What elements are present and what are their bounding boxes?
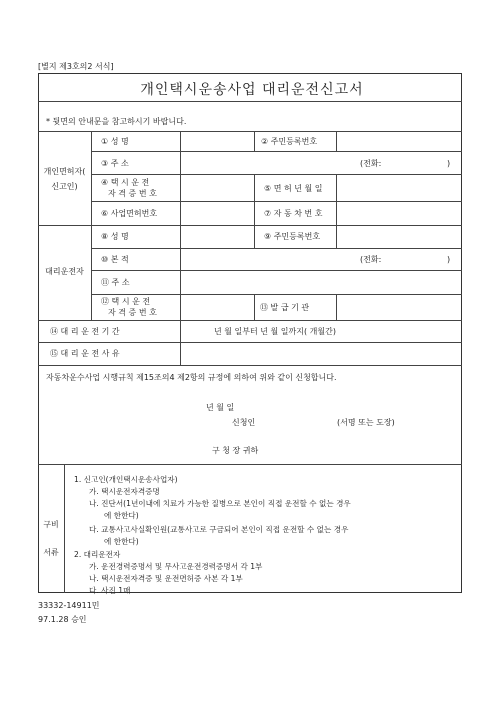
applicant-phone-close: ): [447, 159, 451, 168]
driver-license-label: ⑫ 택 시 운 전: [101, 297, 151, 306]
declaration-date[interactable]: 년 월 일: [206, 403, 235, 412]
applicant-carno-field[interactable]: [337, 202, 461, 224]
driver-issuer-field[interactable]: [337, 295, 461, 319]
list-item: 에 한한다): [104, 511, 139, 520]
documents-label: 구비: [43, 520, 59, 529]
driver-rrn-label: ⑨ 주민등록번호: [264, 232, 321, 241]
applicant-bizno-label: ⑥ 사업면허번호: [101, 209, 158, 218]
driver-phone-label: (전화:: [360, 255, 382, 264]
period-label: ⑭ 대 리 운 전 기 간: [50, 327, 120, 336]
documents-label: 서류: [43, 548, 59, 557]
applicant-name-label: ① 성 명: [101, 137, 129, 146]
declaration-sign[interactable]: (서명 또는 도장): [337, 418, 395, 427]
driver-rrn-field[interactable]: [337, 226, 461, 247]
form-reference: [별지 제3호의2 서식]: [38, 62, 114, 71]
driver-name-field[interactable]: [181, 226, 253, 247]
driver-address-label: ⑪ 주 소: [101, 278, 130, 287]
list-item: 가. 택시운전자격증명: [89, 487, 160, 496]
period-value[interactable]: 년 월 일부터 년 월 일까지( 개월간): [214, 327, 336, 336]
approval-date: 97.1.28 승인: [38, 615, 87, 624]
list-item: 다. 사진 1매: [89, 586, 131, 595]
applicant-license-label: 자 격 증 번 호: [108, 189, 157, 198]
list-item: 2. 대리운전자: [74, 550, 121, 559]
driver-domicile-field[interactable]: [181, 249, 351, 269]
list-item: 나. 택시운전자격증 및 운전면허증 사본 각 1부: [89, 574, 243, 583]
form-code: 33332-14911민: [38, 601, 100, 610]
applicant-section-label: 신고인): [51, 182, 78, 191]
list-item: 1. 신고인(개인택시운송사업자): [74, 475, 178, 484]
applicant-section-label: 개인면허자(: [43, 167, 86, 176]
list-item: 다. 교통사고사실확인원(교통사고로 구금되어 본인이 직접 운전할 수 없는 경우: [89, 525, 349, 534]
applicant-carno-label: ⑦ 자 동 차 번 호: [264, 209, 323, 218]
grid-line: [254, 131, 255, 151]
grid-line: [38, 464, 462, 465]
driver-address-field[interactable]: [181, 271, 461, 293]
applicant-phone-field[interactable]: [390, 152, 444, 173]
reason-field[interactable]: [181, 343, 461, 364]
applicant-address-field[interactable]: [181, 152, 351, 173]
applicant-address-label: ③ 주 소: [101, 159, 129, 168]
declaration-recipient: 구 청 장 귀하: [212, 446, 259, 455]
driver-section-label: 대리운전자: [45, 267, 84, 276]
grid-line: [91, 131, 92, 320]
driver-phone-close: ): [447, 255, 451, 264]
driver-domicile-label: ⑩ 본 적: [101, 255, 129, 264]
grid-line: [254, 174, 255, 225]
driver-phone-field[interactable]: [390, 249, 444, 269]
applicant-rrn-field[interactable]: [337, 132, 461, 150]
applicant-name-field[interactable]: [181, 132, 253, 150]
driver-license-label: 자 격 증 번 호: [108, 308, 157, 317]
grid-line: [254, 225, 255, 248]
applicant-birth-label: ⑤ 면 허 년 월 일: [264, 184, 323, 193]
declaration-applicant-label: 신청인: [232, 418, 256, 427]
driver-license-field[interactable]: [181, 295, 253, 319]
grid-line: [38, 320, 462, 321]
form-title: 개인택시운송사업 대리운전신고서: [140, 82, 364, 98]
grid-line: [64, 464, 65, 593]
applicant-bizno-field[interactable]: [181, 202, 253, 224]
grid-line: [38, 365, 462, 366]
applicant-birth-field[interactable]: [337, 175, 461, 200]
reason-label: ⑮ 대 리 운 전 사 유: [50, 349, 120, 358]
declaration-text: 자동차운수사업 시행규칙 제15조의4 제2항의 규정에 의하여 위와 같이 신청합니다.: [46, 373, 337, 382]
applicant-license-label: ④ 택 시 운 전: [101, 178, 150, 187]
list-item: 가. 운전경력증명서 및 무사고운전경력증명서 각 1부: [89, 562, 263, 571]
applicant-phone-label: (전화:: [360, 159, 382, 168]
applicant-rrn-label: ② 주민등록번호: [261, 137, 318, 146]
driver-issuer-label: ⑬ 발 급 기 관: [260, 303, 310, 312]
applicant-license-field[interactable]: [181, 175, 253, 200]
notice-text: * 뒷면의 안내문을 참고하시기 바랍니다.: [46, 117, 187, 126]
list-item: 에 한한다): [104, 537, 139, 546]
title-divider: [38, 101, 462, 102]
driver-name-label: ⑧ 성 명: [101, 232, 129, 241]
list-item: 나. 진단서(1년이내에 치료가 가능한 질병으로 본인이 직접 운전할 수 없는 경우: [89, 499, 351, 508]
grid-line: [254, 294, 255, 320]
documents-list: [74, 476, 351, 599]
